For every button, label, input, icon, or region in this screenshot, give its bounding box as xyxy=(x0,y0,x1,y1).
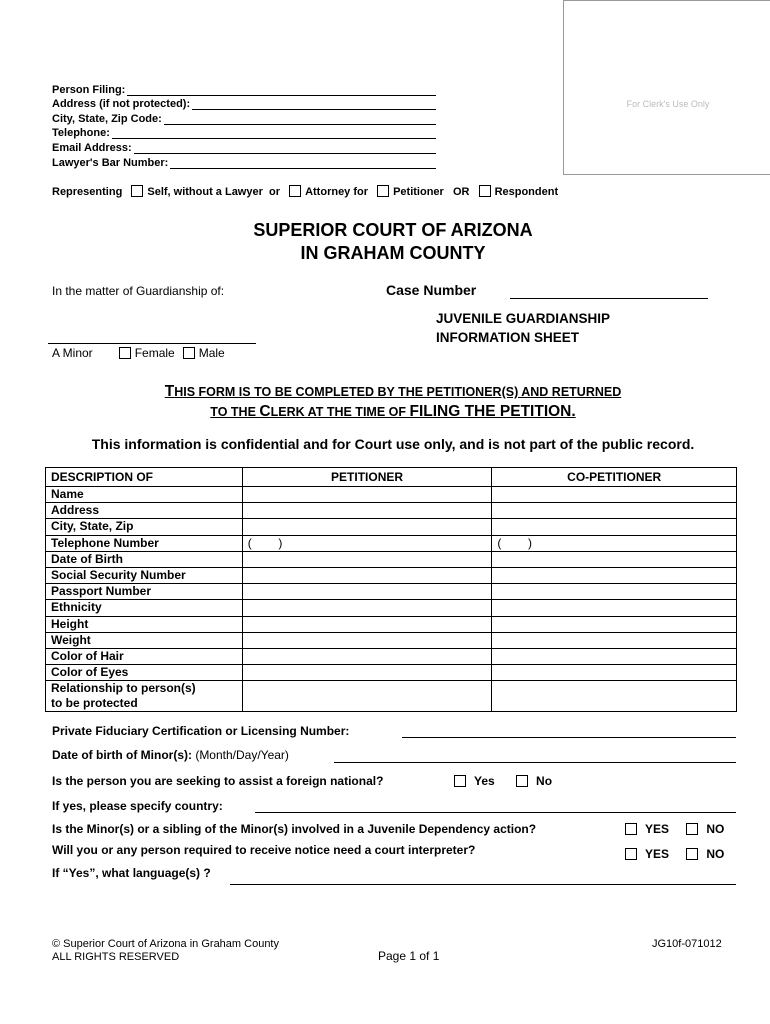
co-petitioner-cell[interactable] xyxy=(492,632,737,648)
person-filing-label: Person Filing: xyxy=(52,83,126,96)
male-checkbox[interactable] xyxy=(183,347,195,359)
header-co-petitioner: CO-PETITIONER xyxy=(492,468,737,487)
foreign-no-checkbox[interactable] xyxy=(516,775,528,787)
representing-row xyxy=(52,185,558,198)
foreign-national-options xyxy=(454,774,552,788)
interpreter-no-label: NO xyxy=(706,847,725,861)
petitioner-cell[interactable] xyxy=(242,616,492,632)
self-label: Self, without a Lawyer xyxy=(147,186,263,198)
court-title-line2: IN GRAHAM COUNTY xyxy=(300,243,486,263)
header-petitioner: PETITIONER xyxy=(242,468,492,487)
co-petitioner-cell[interactable] xyxy=(492,503,737,519)
co-petitioner-phone-cell[interactable]: ( ) xyxy=(492,535,737,551)
interpreter-yes-label: YES xyxy=(645,847,670,861)
form-code: JG10f-071012 xyxy=(652,938,722,950)
table-row xyxy=(46,487,737,503)
footer-copyright xyxy=(52,938,279,964)
table-row xyxy=(46,551,737,567)
form-title xyxy=(436,309,610,347)
foreign-no-label: No xyxy=(536,774,553,788)
table-row xyxy=(46,567,737,583)
matter-label: In the matter of Guardianship of: xyxy=(52,284,225,298)
relationship-line2: to be protected xyxy=(51,696,138,711)
dependency-options xyxy=(625,822,724,836)
table-row xyxy=(46,535,737,551)
table-row xyxy=(46,632,737,648)
or-caps-label: OR xyxy=(453,186,470,198)
clerk-use-box xyxy=(563,0,770,175)
row-label: Passport Number xyxy=(46,584,243,600)
foreign-national-question: Is the person you are seeking to assist a foreign national? xyxy=(52,774,384,788)
bar-number-field[interactable] xyxy=(170,158,436,169)
minor-name-field[interactable] xyxy=(48,343,256,344)
table-header-row xyxy=(46,468,737,487)
row-label: Ethnicity xyxy=(46,600,243,616)
row-label: Date of Birth xyxy=(46,551,243,567)
table-row xyxy=(46,648,737,664)
table-row xyxy=(46,584,737,600)
address-row xyxy=(52,96,436,111)
header-description: DESCRIPTION OF xyxy=(46,468,243,487)
bar-number-row xyxy=(52,154,436,169)
foreign-yes-checkbox[interactable] xyxy=(454,775,466,787)
instruction-line1: HIS FORM IS TO BE COMPLETED BY THE PETITIONER(S) AND RETURNED xyxy=(174,385,622,399)
rights-text: ALL RIGHTS RESERVED xyxy=(52,951,180,963)
fiduciary-label: Private Fiduciary Certification or Licensing Number: xyxy=(52,724,350,738)
co-petitioner-cell[interactable] xyxy=(492,600,737,616)
co-petitioner-cell[interactable] xyxy=(492,648,737,664)
confidential-notice: This information is confidential and for Court use only, and is not part of the public record. xyxy=(91,436,695,452)
dependency-no-checkbox[interactable] xyxy=(686,823,698,835)
instruction-cap-t: T xyxy=(164,383,175,400)
address-field[interactable] xyxy=(192,99,436,110)
instruction-text xyxy=(0,382,770,422)
co-petitioner-cell[interactable] xyxy=(492,681,737,712)
petitioner-cell[interactable] xyxy=(242,519,492,535)
petitioner-cell[interactable] xyxy=(242,600,492,616)
petitioner-label: Petitioner xyxy=(393,186,444,198)
row-label: Address xyxy=(46,503,243,519)
email-label: Email Address: xyxy=(52,141,132,154)
email-row xyxy=(52,139,436,154)
female-label: Female xyxy=(134,346,175,360)
interpreter-options xyxy=(625,847,724,861)
fiduciary-field[interactable] xyxy=(402,737,736,738)
table-row xyxy=(46,681,737,712)
form-title-line1: JUVENILE GUARDIANSHIP xyxy=(436,311,611,326)
interpreter-no-checkbox[interactable] xyxy=(686,848,698,860)
representing-label: Representing xyxy=(52,186,123,198)
table-row xyxy=(46,600,737,616)
co-petitioner-cell[interactable] xyxy=(492,584,737,600)
person-filing-field[interactable] xyxy=(127,85,436,96)
row-label: Weight xyxy=(46,632,243,648)
language-field[interactable] xyxy=(230,884,736,885)
female-checkbox[interactable] xyxy=(119,347,131,359)
table-row xyxy=(46,503,737,519)
co-petitioner-cell[interactable] xyxy=(492,616,737,632)
petitioner-cell[interactable] xyxy=(242,551,492,567)
co-petitioner-cell[interactable] xyxy=(492,551,737,567)
instruction-line2c: FILING THE PETITION. xyxy=(409,403,576,420)
interpreter-yes-checkbox[interactable] xyxy=(625,848,637,860)
petitioner-cell[interactable] xyxy=(242,487,492,503)
petitioner-cell[interactable] xyxy=(242,648,492,664)
petitioner-cell[interactable] xyxy=(242,584,492,600)
co-petitioner-cell[interactable] xyxy=(492,519,737,535)
address-label: Address (if not protected): xyxy=(52,98,191,111)
respondent-label: Respondent xyxy=(494,186,559,198)
petitioner-cell[interactable] xyxy=(242,503,492,519)
petitioner-phone-cell[interactable]: ( ) xyxy=(242,535,492,551)
clerk-use-label: For Clerk's Use Only xyxy=(626,99,710,109)
copyright-text: © Superior Court of Arizona in Graham County xyxy=(52,938,279,950)
row-label: Color of Hair xyxy=(46,648,243,664)
filer-info-block xyxy=(52,81,436,169)
language-label: If “Yes”, what language(s) ? xyxy=(52,866,211,880)
row-label: Telephone Number xyxy=(46,535,243,551)
male-label: Male xyxy=(198,346,225,360)
table-row xyxy=(46,519,737,535)
petitioner-cell[interactable] xyxy=(242,567,492,583)
row-label: Social Security Number xyxy=(46,567,243,583)
petitioner-cell[interactable] xyxy=(242,665,492,681)
row-label: Height xyxy=(46,616,243,632)
row-label: Name xyxy=(46,487,243,503)
dependency-yes-label: YES xyxy=(645,822,670,836)
country-field[interactable] xyxy=(255,812,736,813)
page-number: Page 1 of 1 xyxy=(378,949,440,963)
or-label: or xyxy=(269,186,281,198)
city-state-zip-label: City, State, Zip Code: xyxy=(52,112,162,125)
petitioner-checkbox[interactable] xyxy=(377,185,389,197)
telephone-field[interactable] xyxy=(112,128,436,139)
row-label: Color of Eyes xyxy=(46,665,243,681)
telephone-label: Telephone: xyxy=(52,127,110,140)
info-table xyxy=(45,467,737,712)
email-field[interactable] xyxy=(134,143,436,154)
co-petitioner-cell[interactable] xyxy=(492,665,737,681)
city-state-zip-field[interactable] xyxy=(164,114,436,125)
petitioner-cell[interactable] xyxy=(242,681,492,712)
court-title xyxy=(0,219,770,265)
table-row xyxy=(46,665,737,681)
country-label: If yes, please specify country: xyxy=(52,799,223,813)
minor-row xyxy=(52,346,225,360)
self-checkbox[interactable] xyxy=(131,185,143,197)
instruction-line2a: TO THE xyxy=(210,405,260,419)
minor-label: A Minor xyxy=(52,346,93,360)
relationship-line1: Relationship to person(s) xyxy=(51,681,196,696)
respondent-checkbox[interactable] xyxy=(479,185,491,197)
row-label: City, State, Zip xyxy=(46,519,243,535)
person-filing-row xyxy=(52,81,436,96)
minor-dob-field[interactable] xyxy=(334,762,736,763)
city-state-zip-row xyxy=(52,110,436,125)
case-number-label: Case Number xyxy=(386,282,477,298)
minor-dob-bold: Date of birth of Minor(s): xyxy=(52,748,192,762)
co-petitioner-cell[interactable] xyxy=(492,567,737,583)
co-petitioner-cell[interactable] xyxy=(492,487,737,503)
instruction-line2b: LERK AT THE TIME OF xyxy=(270,405,410,419)
petitioner-cell[interactable] xyxy=(242,632,492,648)
form-title-line2: INFORMATION SHEET xyxy=(436,330,579,345)
attorney-checkbox[interactable] xyxy=(289,185,301,197)
dependency-yes-checkbox[interactable] xyxy=(625,823,637,835)
telephone-row xyxy=(52,125,436,140)
court-title-line1: SUPERIOR COURT OF ARIZONA xyxy=(253,220,533,240)
case-number-field[interactable] xyxy=(510,298,708,299)
instruction-cap-c: C xyxy=(259,403,271,420)
minor-dob-label xyxy=(52,748,289,762)
bar-number-label: Lawyer's Bar Number: xyxy=(52,156,169,169)
attorney-label: Attorney for xyxy=(305,186,369,198)
dependency-no-label: NO xyxy=(706,822,725,836)
row-label-relationship xyxy=(46,681,243,712)
dependency-question: Is the Minor(s) or a sibling of the Minor(s) involved in a Juvenile Dependency action? xyxy=(52,822,537,836)
minor-dob-format: (Month/Day/Year) xyxy=(191,748,289,762)
interpreter-question: Will you or any person required to receive notice need a court interpreter? xyxy=(52,843,476,857)
foreign-yes-label: Yes xyxy=(474,774,495,788)
table-row xyxy=(46,616,737,632)
